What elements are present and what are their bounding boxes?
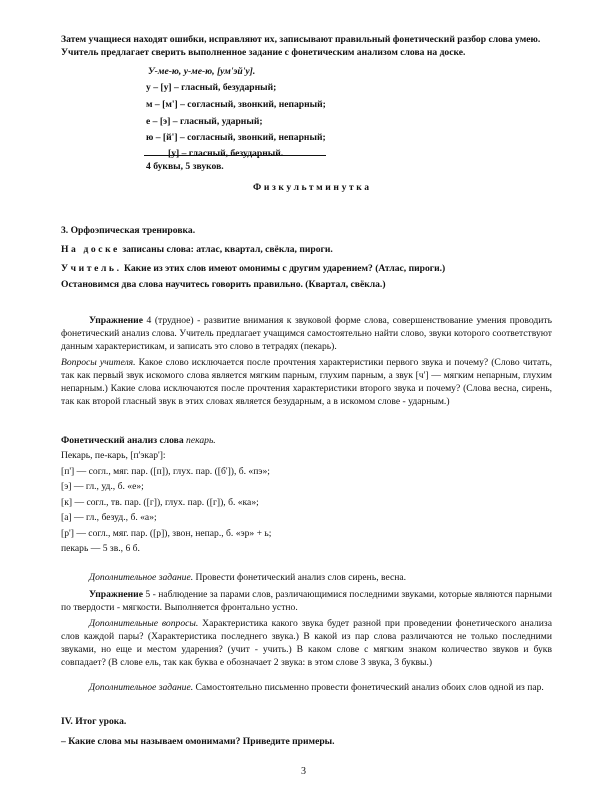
teacher-line	[61, 263, 445, 275]
analysis-divider	[144, 155, 326, 156]
fizkult-heading: Физкультминутка	[253, 182, 372, 193]
phonetic-line-2: [п'] — согл., мяг. пар. ([п]), глух. пар. ([б']), б. «пэ»;	[61, 466, 270, 477]
additional-task-1-text: Провести фонетический анализ слов сирень, весна.	[193, 572, 407, 583]
phonetic-line-5: [а] — гл., безуд., б. «а»;	[61, 512, 157, 523]
phonetic-line-6: [р'] — согл., мяг. пар. ([р]), звон, непар., б. «эр» + ь;	[61, 528, 272, 539]
additional-questions-label: Дополнительные вопросы.	[89, 618, 199, 629]
exercise-5-paragraph	[61, 588, 552, 614]
analysis-row-4: ю – [й'] – согласный, звонкий, непарный;	[146, 132, 326, 143]
intro-line-1: Затем учащиеся находят ошибки, исправляют их, записывают правильный фонетический разбор слова умею.	[61, 34, 541, 45]
exercise-5-label: Упражнение	[89, 589, 143, 600]
exercise-4-paragraph	[61, 314, 552, 353]
section-4-title: IV. Итог урока.	[61, 716, 127, 727]
exercise-4-label: Упражнение	[89, 315, 143, 326]
analysis-word: У-ме-ю, у-ме-ю, [ум'эй'у].	[148, 66, 256, 77]
phonetic-line-4: [к] — согл., тв. пар. ([г]), глух. пар. ([г]), б. «ка»;	[61, 497, 259, 508]
additional-task-1-label: Дополнительное задание.	[89, 572, 194, 583]
teacher-questions-label: Вопросы учителя.	[61, 357, 136, 368]
phonetic-line-3: [э] — гл., уд., б. «е»;	[61, 481, 144, 492]
additional-task-2-paragraph	[61, 681, 552, 694]
exercise-5-text: 5 - наблюдение за парами слов, различающимися последними звуками, которые являются парными по твердости - мягкости. Выполняется фронтально устно.	[61, 589, 552, 613]
additional-task-1	[89, 572, 406, 584]
phonetic-line-1: Пекарь, пе-карь, [п'экар']:	[61, 450, 166, 461]
phonetic-line-7: пекарь — 5 зв., 6 б.	[61, 543, 140, 554]
section-3-note: Остановимся два слова научитесь говорить правильно. (Квартал, свёкла.)	[61, 279, 386, 290]
page-number: 3	[301, 766, 306, 777]
analysis-row-5: [у] – гласный, безударный.	[168, 148, 284, 159]
phonetic-title-text: Фонетический анализ слова	[61, 435, 187, 446]
phonetic-title	[61, 435, 216, 447]
teacher-text: Какие из этих слов имеют омонимы с другим ударением? (Атлас, пироги.)	[121, 263, 446, 274]
additional-task-2-text: Самостоятельно письменно провести фонетический анализ обоих слов одной из пар.	[193, 682, 544, 693]
section-4-question: – Какие слова мы называем омонимами? Приведите примеры.	[61, 736, 335, 747]
teacher-questions-text: Какое слово исключается после прочтения характеристики первого звука и почему? (Слово читать, так как первый звук искомого слова является мягким парным, глухим парным, а звук [ч'] — мягким непарным, глухим непарным.) Какие слова исключаются после прочтения характеристики второго звука и почему? (Слова весна, сирень, так как второй гласный звук в этих словах является безударным, а в искомом слове - ударным.)	[61, 357, 552, 407]
analysis-row-1: у – [у] – гласный, безударный;	[146, 82, 277, 93]
intro-line-2: Учитель предлагает сверить выполненное задание с фонетическим анализом слова на доске.	[61, 47, 466, 58]
board-text: записаны слова: атлас, квартал, свёкла, пироги.	[119, 244, 333, 255]
board-line	[61, 244, 333, 256]
additional-task-2-label: Дополнительное задание.	[89, 682, 194, 693]
additional-questions-text: Характеристика какого звука будет разной при проведении фонетического анализа слов каждой пары? (Характеристика последнего звука.) В какой из пар слова различаются не только последними звуками, но еще и местом ударения? (учит - учить.) В каком слове с мягким знаком количество звуков и букв совпадает? (В слове ель, так как буква е обозначает 2 звука: в этом слове 3 звука, 3 буквы.)	[61, 618, 552, 668]
teacher-label: Учитель.	[61, 263, 122, 274]
exercise-4-text: 4 (трудное) - развитие внимания к звуковой форме слова, совершенствование умения проводить фонетический анализ слова. Учитель предлагает учащимся самостоятельно найти слово, звуки которого соответствуют данным характеристикам, и записать это слово в тетрадях (пекарь).	[61, 315, 552, 352]
additional-questions-paragraph	[61, 617, 552, 669]
analysis-row-3: е – [э] – гласный, ударный;	[146, 116, 263, 127]
analysis-row-2: м – [м'] – согласный, звонкий, непарный;	[146, 99, 326, 110]
analysis-summary: 4 буквы, 5 звуков.	[146, 161, 224, 172]
teacher-questions-paragraph	[61, 356, 552, 408]
phonetic-word: пекарь.	[186, 435, 216, 446]
section-3-title: 3. Орфоэпическая тренировка.	[61, 225, 196, 236]
board-label: На доске	[61, 244, 120, 255]
